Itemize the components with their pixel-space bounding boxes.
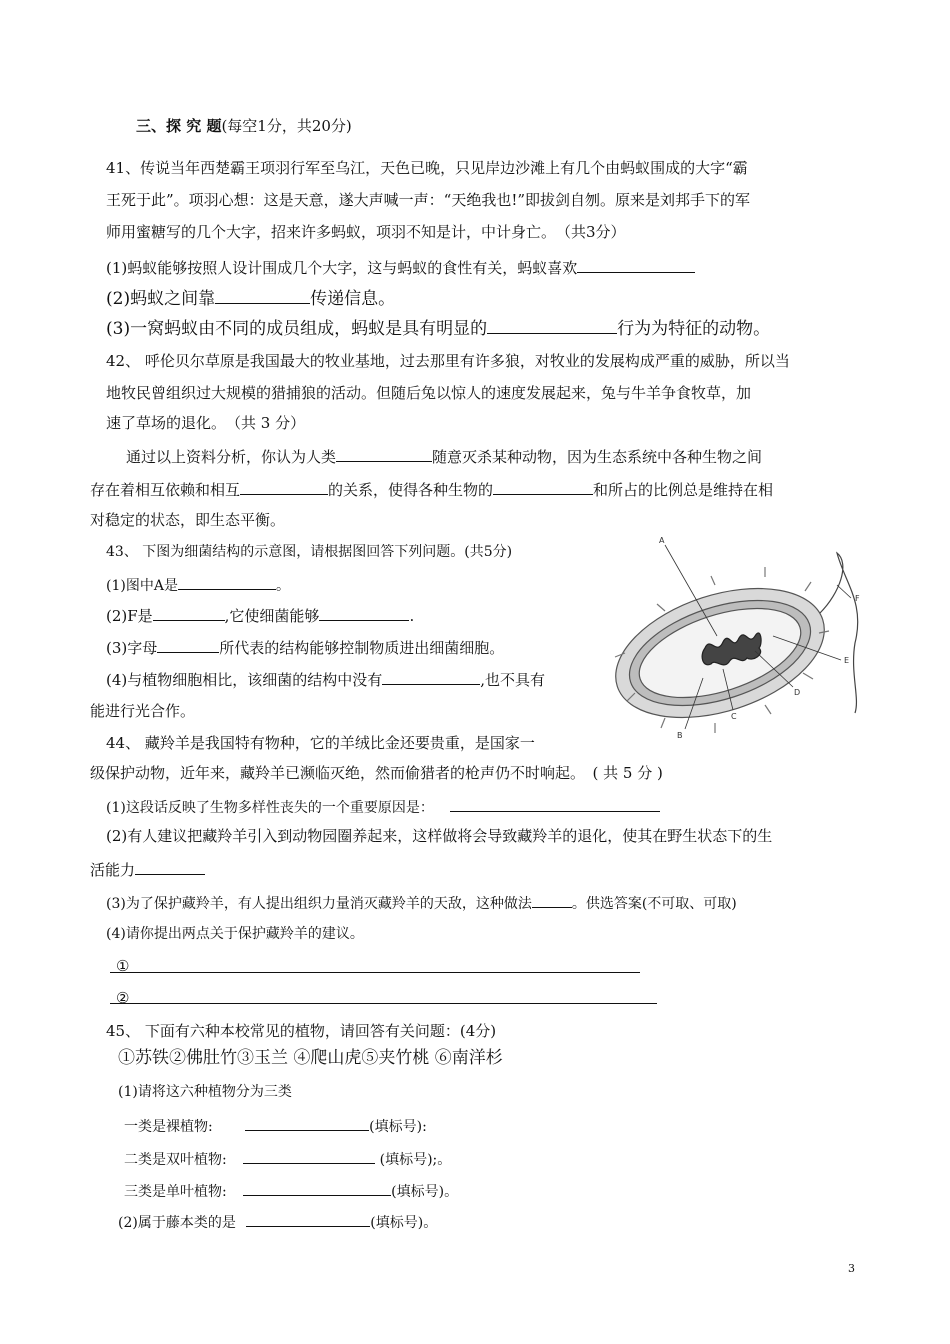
q45-part-2 (118, 1211, 437, 1233)
q41-stem-line-3: 师用蜜糖写的几个大字，招来许多蚂蚁，项羽不知是计，中计身亡。 （共3分） (106, 223, 626, 241)
q42-blank-2[interactable] (240, 479, 328, 495)
q43-p3-text-b: 所代表的结构能够控制物质进出细菌细胞。 (219, 639, 505, 657)
q43-p2-answer-blank-1[interactable] (153, 605, 225, 621)
q41-stem-line-2: 王死于此”。项羽心想：这是天意，遂大声喊一声：“天绝我也!”即拔剑自刎。原来是刘邦手下的军 (106, 191, 751, 209)
q43-part-3 (106, 637, 504, 658)
label-D: D (794, 688, 801, 697)
q45-c2-answer-blank[interactable] (243, 1148, 375, 1164)
q43-p1-text-b: 。 (275, 578, 290, 594)
q45-plant-list: ①苏铁②佛肚竹③玉兰 ④爬山虎⑤夹竹桃 ⑥南洋杉 (118, 1048, 503, 1068)
q43-part-4 (106, 669, 545, 690)
q41-p2-text-b: 传递信息。 (310, 289, 396, 309)
q43-p2-text-a: (2)F是 (106, 607, 153, 625)
q44-p3-answer-blank[interactable] (532, 892, 572, 908)
q41-p2-text-a: (2)蚂蚁之间靠 (106, 289, 216, 309)
q44-part-2-line-2 (90, 859, 205, 880)
q45-class-3 (124, 1180, 458, 1202)
q43-part-1 (106, 574, 290, 596)
q42-blank-1[interactable] (336, 446, 432, 462)
q44-p2-answer-blank[interactable] (135, 859, 205, 875)
q44-p1-text: (1)这段话反映了生物多样性丧失的一个重要原因是： (106, 800, 434, 816)
q41-stem-line-1: 41、传说当年西楚霸王项羽行军至乌江，天色已晚，只见岸边沙滩上有几个由蚂蚁围成的大字“霸 (106, 159, 748, 177)
q43-p3-answer-blank[interactable] (157, 637, 219, 653)
q45-c1-answer-blank[interactable] (245, 1115, 369, 1131)
q45-c1-text: 一类是裸植物: (124, 1119, 213, 1135)
q44-stem-line-2: 级保护动物，近年来，藏羚羊已濒临灭绝，然而偷猎者的枪声仍不时响起。 ( 共 5 分 ) (90, 764, 663, 782)
q43-p2-text-c: . (409, 607, 415, 625)
q41-part-3 (106, 318, 770, 339)
q42-answer-line-3: 对稳定的状态，即生态平衡。 (90, 511, 286, 529)
q43-part-2 (106, 605, 414, 626)
q44-suggestion-2-line[interactable] (110, 1003, 657, 1004)
q43-p4-answer-blank[interactable] (382, 669, 480, 685)
q43-p2-answer-blank-2[interactable] (319, 605, 409, 621)
q41-p3-text-a: (3)一窝蚂蚁由不同的成员组成，蚂蚁是具有明显的 (106, 319, 488, 339)
q42-answer-line-2 (90, 479, 773, 500)
q41-p3-text-b: 行为为特征的动物。 (617, 319, 771, 339)
q44-part-2-line-1: (2)有人建议把藏羚羊引入到动物园圈养起来，这样做将会导致藏羚羊的退化，使其在野生状态下的生 (106, 827, 773, 845)
q42-a2: 随意灭杀某种动物，因为生态系统中各种生物之间 (432, 448, 763, 466)
q42-answer-line-1 (126, 446, 762, 467)
q42-b2: 的关系，使得各种生物的 (328, 481, 494, 499)
q43-p3-text-a: (3)字母 (106, 639, 158, 657)
q43-part-4-cont: 能进行光合作。 (90, 702, 196, 720)
q41-p2-answer-blank[interactable] (215, 288, 310, 304)
q45-class-1 (124, 1115, 427, 1137)
q42-b3: 和所占的比例总是维持在相 (593, 481, 774, 499)
section-header (136, 116, 352, 136)
label-A: A (659, 536, 665, 545)
label-B: B (677, 731, 683, 740)
q44-suggestion-2-marker: ② (116, 989, 130, 1007)
page-number: 3 (848, 1262, 855, 1275)
q45-c3-text: 三类是单叶植物: (124, 1184, 227, 1200)
q42-blank-3[interactable] (493, 479, 593, 495)
q41-p1-answer-blank[interactable] (577, 257, 695, 273)
q42-b1: 存在着相互依赖和相互 (90, 481, 241, 499)
q44-part-3 (106, 892, 737, 914)
q43-p1-text-a: (1)图中A是 (106, 578, 178, 594)
q45-stem: 45、 下面有六种本校常见的植物，请回答有关问题：(4分) (106, 1022, 497, 1040)
q43-p4-text-b: ,也不具有 (480, 671, 546, 689)
q43-p1-answer-blank[interactable] (178, 574, 276, 590)
label-F: F (855, 594, 860, 603)
section-score: (每空1分，共20分) (221, 117, 352, 135)
q44-part-1 (106, 796, 660, 818)
q45-c3-suffix: (填标号)。 (391, 1184, 459, 1200)
q45-p2-suffix: (填标号)。 (370, 1215, 438, 1231)
q45-class-2 (124, 1148, 451, 1170)
q45-c3-answer-blank[interactable] (243, 1180, 391, 1196)
q42-stem-line-2: 地牧民曾组织过大规模的猎捕狼的活动。但随后兔以惊人的速度发展起来，兔与牛羊争食牧草，加 (106, 384, 752, 402)
label-C: C (731, 712, 737, 721)
q42-stem-line-3: 速了草场的退化。 （共 3 分） (106, 414, 306, 432)
q43-p2-text-b: ,它使细菌能够 (224, 607, 320, 625)
section-title: 三、探 究 题 (136, 117, 222, 135)
q45-c2-suffix: (填标号);。 (379, 1152, 452, 1168)
q45-p2-text: (2)属于藤本类的是 (118, 1215, 236, 1231)
q41-p3-answer-blank[interactable] (487, 318, 617, 334)
q44-p2-text-b: 活能力 (90, 861, 136, 879)
q44-part-4: (4)请你提出两点关于保护藏羚羊的建议。 (106, 926, 364, 942)
q41-part-2 (106, 288, 395, 309)
q44-p3-text-a: (3)为了保护藏羚羊，有人提出组织力量消灭藏羚羊的天敌，这种做法 (106, 896, 532, 912)
q44-stem-line-1: 44、 藏羚羊是我国特有物种，它的羊绒比金还要贵重，是国家一 (106, 734, 535, 752)
q45-p2-answer-blank[interactable] (246, 1211, 370, 1227)
q41-part-1 (106, 257, 695, 278)
label-E: E (844, 656, 850, 665)
q45-part-1: (1)请将这六种植物分为三类 (118, 1084, 292, 1100)
q42-stem-line-1: 42、 呼伦贝尔草原是我国最大的牧业基地，过去那里有许多狼，对牧业的发展构成严重的威胁，所以当 (106, 352, 790, 370)
q42-a1: 通过以上资料分析，你认为人类 (126, 448, 337, 466)
q41-p1-text: (1)蚂蚁能够按照人设计围成几个大字，这与蚂蚁的食性有关，蚂蚁喜欢 (106, 259, 578, 277)
q45-c1-suffix: (填标号): (369, 1119, 427, 1135)
q43-p4-text-a: (4)与植物细胞相比，该细菌的结构中没有 (106, 671, 383, 689)
q44-p3-text-b: 。供选答案(不可取、可取) (571, 896, 737, 912)
q45-c2-text: 二类是双叶植物: (124, 1152, 227, 1168)
q44-p1-answer-blank[interactable] (450, 796, 660, 812)
q44-suggestion-1-line[interactable] (110, 972, 640, 973)
bacterium-diagram (605, 533, 865, 743)
flagellum (820, 553, 858, 713)
q43-stem: 43、 下图为细菌结构的示意图，请根据图回答下列问题。(共5分) (106, 544, 513, 560)
q44-suggestion-1-marker: ① (116, 957, 130, 975)
